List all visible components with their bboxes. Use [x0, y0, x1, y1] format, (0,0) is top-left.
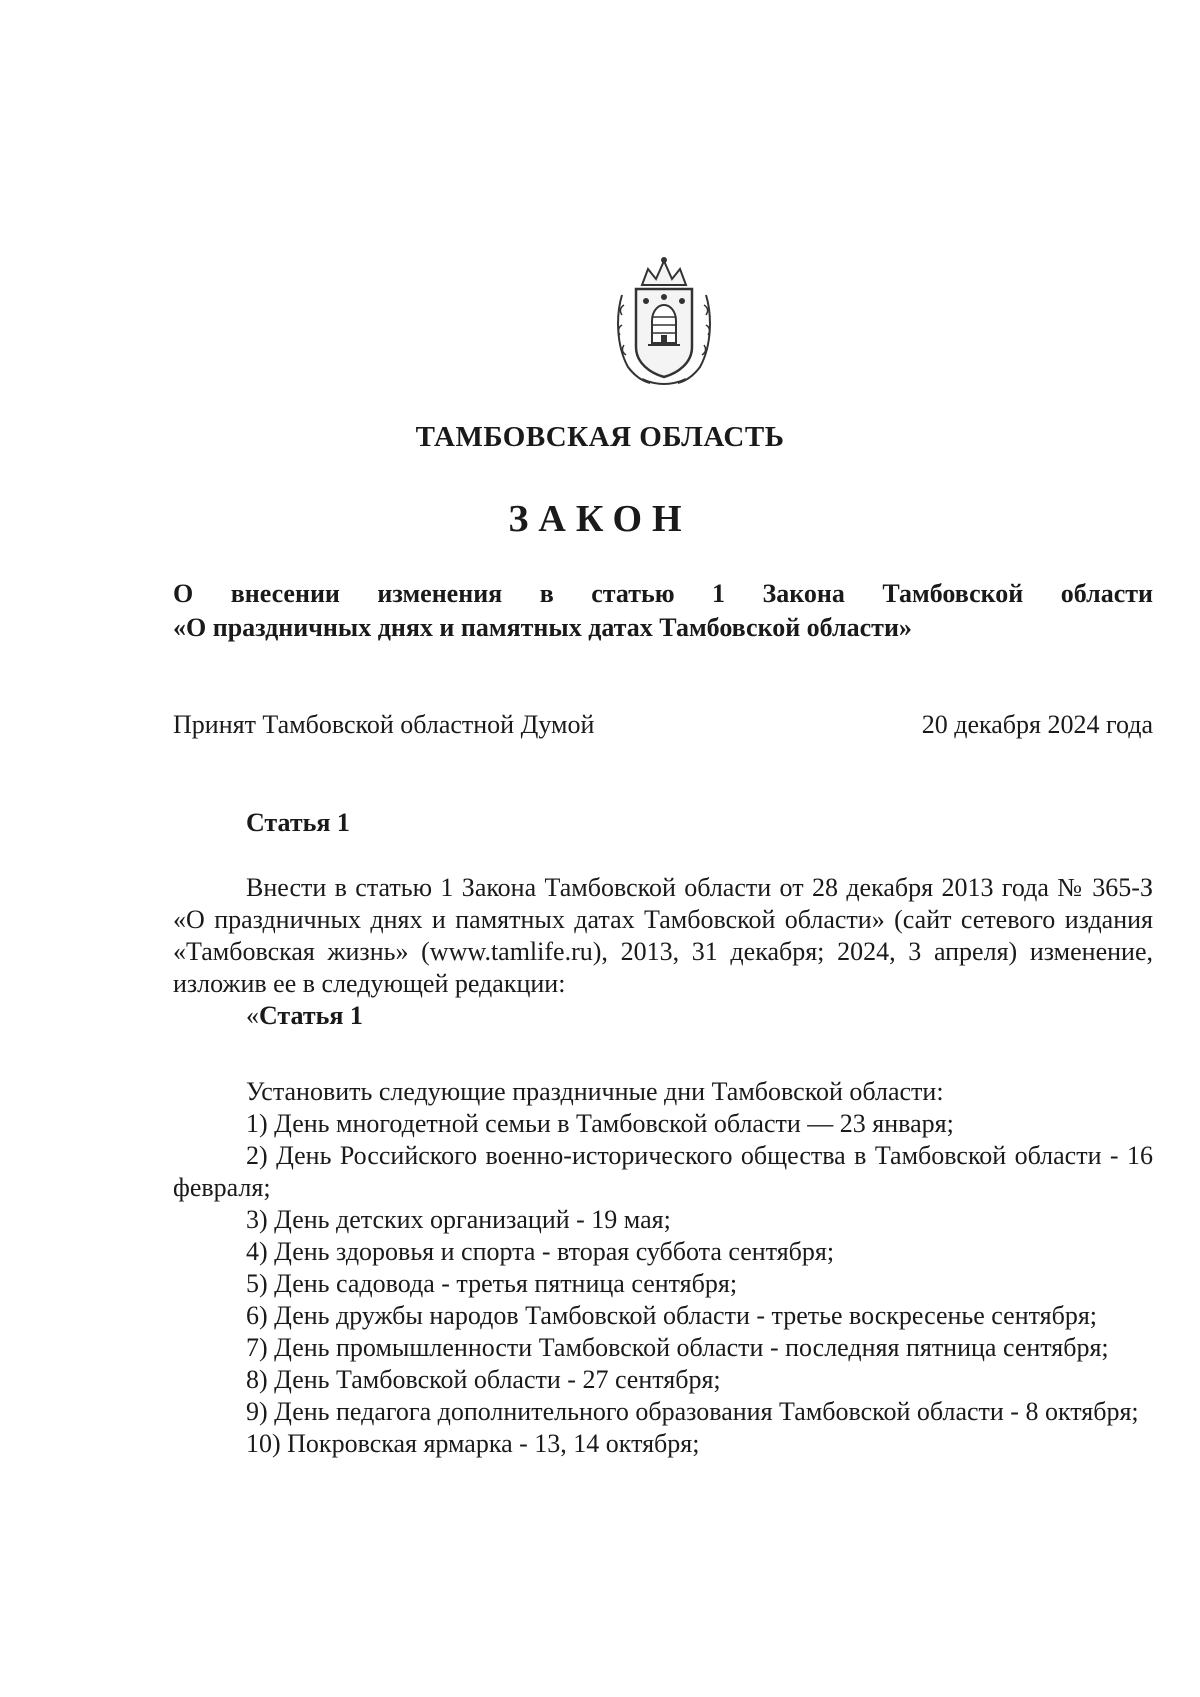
tambov-coat-of-arms-icon	[612, 255, 716, 387]
list-item: 10) Покровская ярмарка - 13, 14 октября;	[246, 1429, 700, 1458]
list-item: 5) День садовода - третья пятница сентября;	[246, 1269, 738, 1298]
document-type-title: ЗАКОН	[508, 498, 692, 540]
adoption-date: 20 декабря 2024 года	[921, 710, 1153, 739]
list-item: 9) День педагога дополнительного образования Тамбовской области - 8 октября;	[246, 1397, 1139, 1426]
spacer	[173, 1032, 1153, 1076]
quoted-article-heading	[173, 1000, 1153, 1032]
list-item: 4) День здоровья и спорта - вторая суббота сентября;	[246, 1237, 835, 1266]
region-title: ТАМБОВСКАЯ ОБЛАСТЬ	[415, 421, 785, 453]
list-item: 6) День дружбы народов Тамбовской области - третье воскресенье сентября;	[246, 1301, 1098, 1330]
adoption-line	[173, 710, 1153, 740]
subtitle-line-2: «О праздничных днях и памятных датах Тамбовской области»	[173, 613, 912, 642]
article-body	[173, 872, 1153, 1460]
subtitle-line-1: О внесении изменения в статью 1 Закона Тамбовской области	[173, 579, 1153, 608]
article-heading: Статья 1	[246, 808, 350, 837]
list-item: 3) День детских организаций - 19 мая;	[246, 1205, 671, 1234]
list-item: 1) День многодетной семьи в Тамбовской области — 23 января;	[246, 1109, 954, 1138]
list-intro: Установить следующие праздничные дни Тамбовской области:	[246, 1077, 944, 1106]
quoted-heading-text: Статья 1	[259, 1001, 363, 1030]
list-item: 2) День Российского военно-исторического общества в Тамбовской области - 16 февраля;	[173, 1141, 1153, 1202]
law-subtitle	[173, 577, 1153, 645]
quote-mark: «	[246, 1001, 259, 1030]
list-item: 7) День промышленности Тамбовской области - последняя пятница сентября;	[246, 1333, 1109, 1362]
article-intro: Внести в статью 1 Закона Тамбовской области от 28 декабря 2013 года № 365-З «О праздничных днях и памятных датах Тамбовской области» (сайт сетевого издания «Тамбовская жизнь» (www.tamlife.ru), 2013, 31 декабря; 2024, 3 апреля) изменение, изложив ее в следующей редакции:	[173, 873, 1153, 998]
adopted-by: Принят Тамбовской областной Думой	[173, 710, 595, 739]
list-item: 8) День Тамбовской области - 27 сентября;	[246, 1365, 721, 1394]
